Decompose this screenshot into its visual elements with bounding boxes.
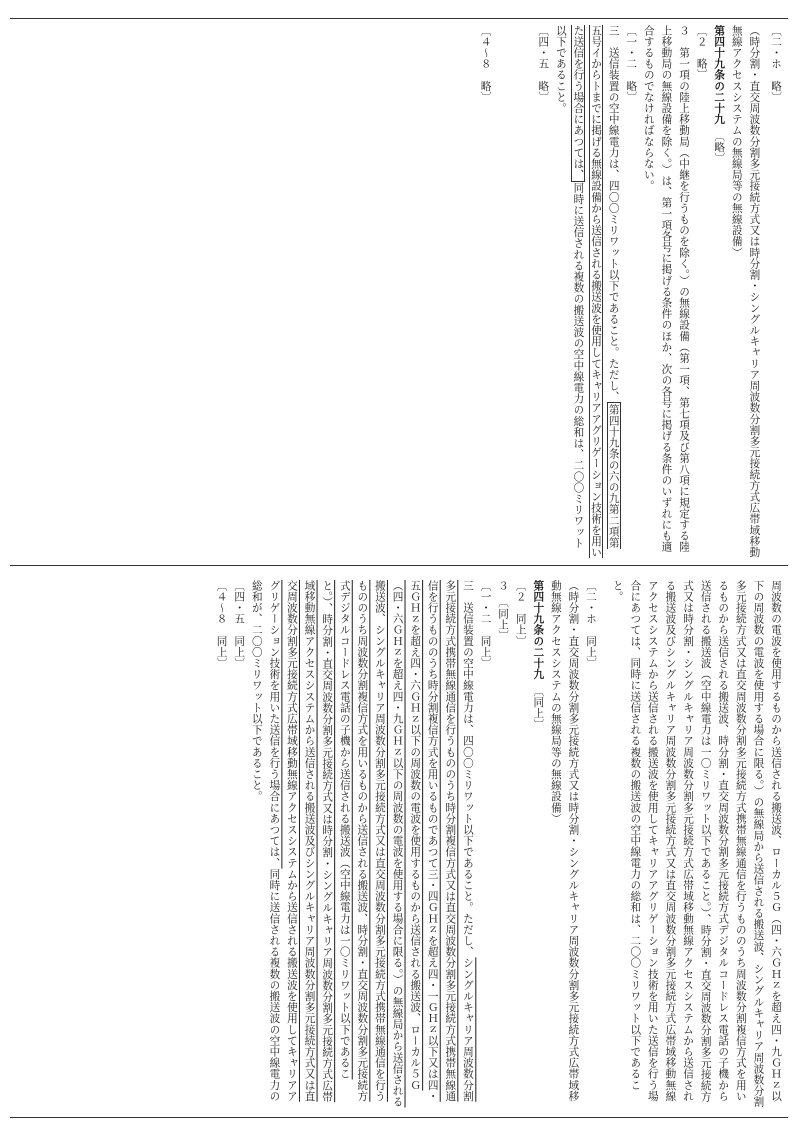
items-4-5: 〔四・五 略〕: [537, 25, 550, 103]
article-heading: [710, 25, 728, 558]
paragraph-ni-ho: 〔二・ホ 略〕: [770, 25, 782, 103]
paragraph-2: 〔２ 略〕: [695, 25, 708, 81]
paragraphs-4-8: 〔４〜８ 略〕: [479, 25, 492, 103]
bottom-rule: [10, 1117, 788, 1118]
paragraph-3: ３ 第一項の陸上移動局（中継を行うものを除く。）の無線設備（第一項、第七項及び第八項に規定する陸上移動局の無線設備を除く。）は、第一項各号に掲げる条件のほか、次の各号に掲げる条件のいずれにも適合するものでなければならない。: [642, 25, 691, 553]
article-note: 〔同上〕: [532, 691, 545, 731]
article-title: 第四十九条の二十九: [713, 25, 726, 125]
item-3: [247, 580, 476, 1110]
current-text-panel: [14, 580, 784, 1110]
item-3-lead: 三 送信装置の空中線電力は、四〇〇ミリワット以下であること。ただし、: [461, 580, 474, 958]
items-4-5: 〔四・五 同上〕: [233, 580, 246, 669]
revised-text-panel: [14, 25, 784, 558]
continued-text: 周波数の電波を使用するものから送信される搬送波、ローカル５Ｇ（四・六ＧＨｚを超え四・九ＧＨｚ以下の周波数の電波を使用する場合に限る。）の無線局から送信される搬送波、シングルキャリア周波数分割多元接続方式又は直交周波数分割多元接続方式携帯無線通信を行うもののうち周波数分割複信方式を用いるものから送信される搬送波、時分割・直交周波数分割多元接続方式デジタルコードレス電話の子機から送信される搬送波（空中線電力は一〇ミリワット以下であること。）、時分割・直交周波数分割多元接続方式又は時分割・シングルキャリア周波数分割多元接続方式広帯域移動無線アクセスシステムから送信される搬送波及びシングルキャリア周波数分割多元接続方式又は直交周波数分割多元接続方式広帯域移動無線アクセスシステムから送信される搬送波を使用してキャリアアグリゲーション技術を用いた送信を行う場合にあつては、同時に送信される複数の搬送波の空中線電力の総和は、二〇〇ミリワット以下であること。: [611, 580, 782, 1108]
items-1-2: 〔一・二 同上〕: [479, 580, 492, 669]
item-3-reference: 第四十九条の六の九第二項第五号イからトまでに掲げる無線設備から送信される搬送波を使用してキャリアアグリゲーション技術を用いた送信を行う場合にあつては、: [572, 25, 620, 558]
item-3: [551, 25, 621, 558]
article-note: 〔略〕: [713, 136, 726, 165]
middle-rule: [10, 565, 788, 566]
article-caption: （時分割・直交周波数分割多元接続方式又は時分割・シングルキャリア周波数分割多元接続方式広帯域移動無線アクセスシステムの無線局等の無線設備）: [549, 580, 580, 1102]
item-3-amended-text: シングルキャリア周波数分割多元接続方式携帯無線通信を行うもののうち時分割複信方式又は直交周波数分割多元接続方式携帯無線通信を行うもののうち時分割複信方式を用いるものであつて三・四ＧＨｚを超え四・一ＧＨｚ以下又は四・五ＧＨｚを超え四・六ＧＨｚ以下の周波数の電波を使用するものから送信される搬送波、ローカル５Ｇ（四・六ＧＨｚを超え四・九ＧＨｚ以下の周波数の電波を使用する場合に限る。）の無線局から送信される搬送波、シングルキャリア周波数分割多元接続方式又は直交周波数分割多元接続方式携帯無線通信を行うもののうち周波数分割複信方式を用いるものから送信される搬送波、時分割・直交周波数分割多元接続方式デジタルコードレス電話の子機から送信される搬送波（空中線電力は一〇ミリワット以下であること。）、時分割・直交周波数分割多元接続方式又は時分割・シングルキャリア周波数分割多元接続方式広帯域移動無線アクセスシステムから送信される搬送波及びシングルキャリア周波数分割多元接続方式又は直交周波数分割多元接続方式広帯域移動無線アクセスシステムから送信される搬送波を使用してキャリアアグリゲーション技術を用いた送信を行う場合にあつては、: [268, 580, 474, 1108]
article-title: 第四十九条の二十九: [532, 580, 545, 680]
paragraphs-4-8: 〔４〜８ 同上〕: [215, 580, 228, 669]
top-rule: [10, 18, 788, 19]
item-3-tail: 同時に送信される複数の搬送波の空中線電力の総和は、二〇〇ミリワット以下であること。: [554, 25, 585, 549]
paragraph-3: ３ 〔同上〕: [497, 580, 510, 642]
paragraph-ni-ho: 〔二・ホ 同上〕: [585, 580, 598, 669]
article-heading: [529, 580, 547, 1110]
item-3-lead: 三 送信装置の空中線電力は、四〇〇ミリワット以下であること。ただし、: [607, 25, 620, 403]
article-caption: （時分割・直交周波数分割多元接続方式又は時分割・シングルキャリア周波数分割多元接続方式広帯域移動無線アクセスシステムの無線局等の無線設備）: [730, 25, 761, 558]
paragraph-2: 〔２ 同上〕: [514, 580, 527, 647]
items-1-2: 〔一・二 略〕: [625, 25, 638, 103]
item-3-tail: 同時に送信される複数の搬送波の空中線電力の総和が、二〇〇ミリワット以下であること。: [250, 580, 281, 1102]
